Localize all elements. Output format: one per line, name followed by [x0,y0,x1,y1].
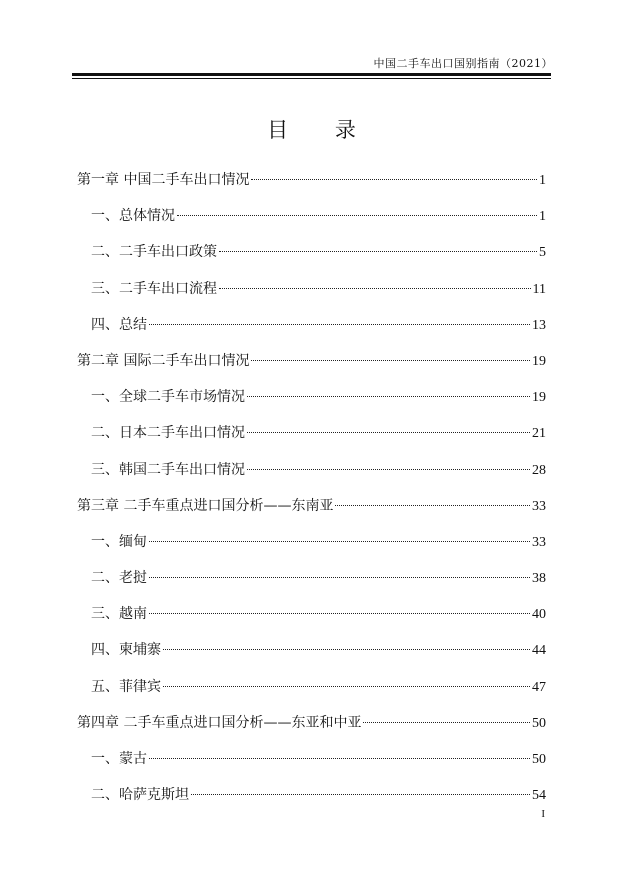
toc-dot-leader [177,215,537,216]
toc-section-entry[interactable] [77,237,546,273]
toc-section-entry[interactable] [77,780,546,816]
toc-section-entry[interactable] [77,455,546,491]
toc-chapter-entry[interactable] [77,165,546,201]
toc-dot-leader [335,505,530,506]
toc-entry-page: 5 [539,245,546,261]
toc-section-entry[interactable] [77,563,546,599]
toc-entry-label: 二、日本二手车出口情况 [91,425,245,442]
toc-dot-leader [191,794,530,795]
toc-entry-label: 二、老挝 [91,570,147,587]
toc-entry-label: 三、韩国二手车出口情况 [91,461,245,478]
toc-chapter-entry[interactable] [77,346,546,382]
toc-dot-leader [149,324,530,325]
toc-section-entry[interactable] [77,635,546,671]
toc-dot-leader [149,613,530,614]
toc-chapter-entry[interactable] [77,491,546,527]
toc-entry-label: 二、二手车出口政策 [91,244,217,261]
toc-dot-leader [247,396,530,397]
toc-dot-leader [251,179,537,180]
toc-entry-label: 一、全球二手车市场情况 [91,389,245,406]
toc-entry-label: 第二章 国际二手车出口情况 [77,352,250,369]
toc-section-entry[interactable] [77,527,546,563]
toc-entry-label: 二、哈萨克斯坦 [91,787,189,804]
toc-entry-page: 1 [539,209,546,225]
toc-entry-page: 11 [532,281,546,297]
page-number: I [541,808,545,820]
toc-section-entry[interactable] [77,310,546,346]
toc-entry-label: 第三章 二手车重点进口国分析——东南亚 [77,497,334,514]
toc-entry-page: 38 [532,571,546,587]
toc-entry-page: 33 [532,498,546,514]
toc-dot-leader [247,432,530,433]
toc-section-entry[interactable] [77,672,546,708]
toc-title: 目 录 [267,118,376,142]
toc-dot-leader [163,686,530,687]
toc-entry-page: 50 [532,715,546,731]
toc-section-entry[interactable] [77,274,546,310]
header-rule-thin [72,78,551,79]
toc-entry-label: 三、越南 [91,606,147,623]
toc-entry-page: 28 [532,462,546,478]
toc-entry-page: 47 [532,679,546,695]
toc-entry-page: 1 [539,173,546,188]
toc-entry-label: 四、总结 [91,316,147,333]
toc-dot-leader [149,758,530,759]
toc-entry-page: 19 [532,390,546,406]
toc-dot-leader [149,577,530,578]
toc-section-entry[interactable] [77,744,546,780]
table-of-contents [77,165,546,816]
toc-entry-label: 四、柬埔寨 [91,642,161,659]
toc-entry-label: 第一章 中国二手车出口情况 [77,172,250,188]
toc-dot-leader [219,251,537,252]
toc-dot-leader [247,469,530,470]
toc-entry-page: 21 [532,426,546,442]
toc-entry-label: 一、蒙古 [91,751,147,767]
toc-dot-leader [149,541,530,542]
toc-chapter-entry[interactable] [77,708,546,744]
toc-dot-leader [251,360,530,361]
toc-section-entry[interactable] [77,599,546,635]
toc-dot-leader [219,288,531,289]
toc-entry-page: 44 [532,643,546,659]
toc-entry-label: 一、缅甸 [91,533,147,550]
toc-entry-label: 第四章 二手车重点进口国分析——东亚和中亚 [77,714,362,731]
toc-dot-leader [363,722,530,723]
toc-section-entry[interactable] [77,201,546,237]
toc-entry-page: 13 [532,317,546,333]
toc-entry-label: 一、总体情况 [91,208,175,225]
toc-entry-page: 33 [532,534,546,550]
toc-dot-leader [163,649,530,650]
header-rule-thick [72,73,551,76]
toc-section-entry[interactable] [77,418,546,454]
toc-entry-label: 五、菲律宾 [91,678,161,695]
toc-entry-page: 54 [532,788,546,804]
toc-entry-label: 三、二手车出口流程 [91,280,217,297]
toc-entry-page: 50 [532,752,546,767]
running-header-title: 中国二手车出口国别指南（2021） [373,57,553,70]
toc-entry-page: 19 [532,353,546,369]
toc-section-entry[interactable] [77,382,546,418]
toc-entry-page: 40 [532,607,546,623]
